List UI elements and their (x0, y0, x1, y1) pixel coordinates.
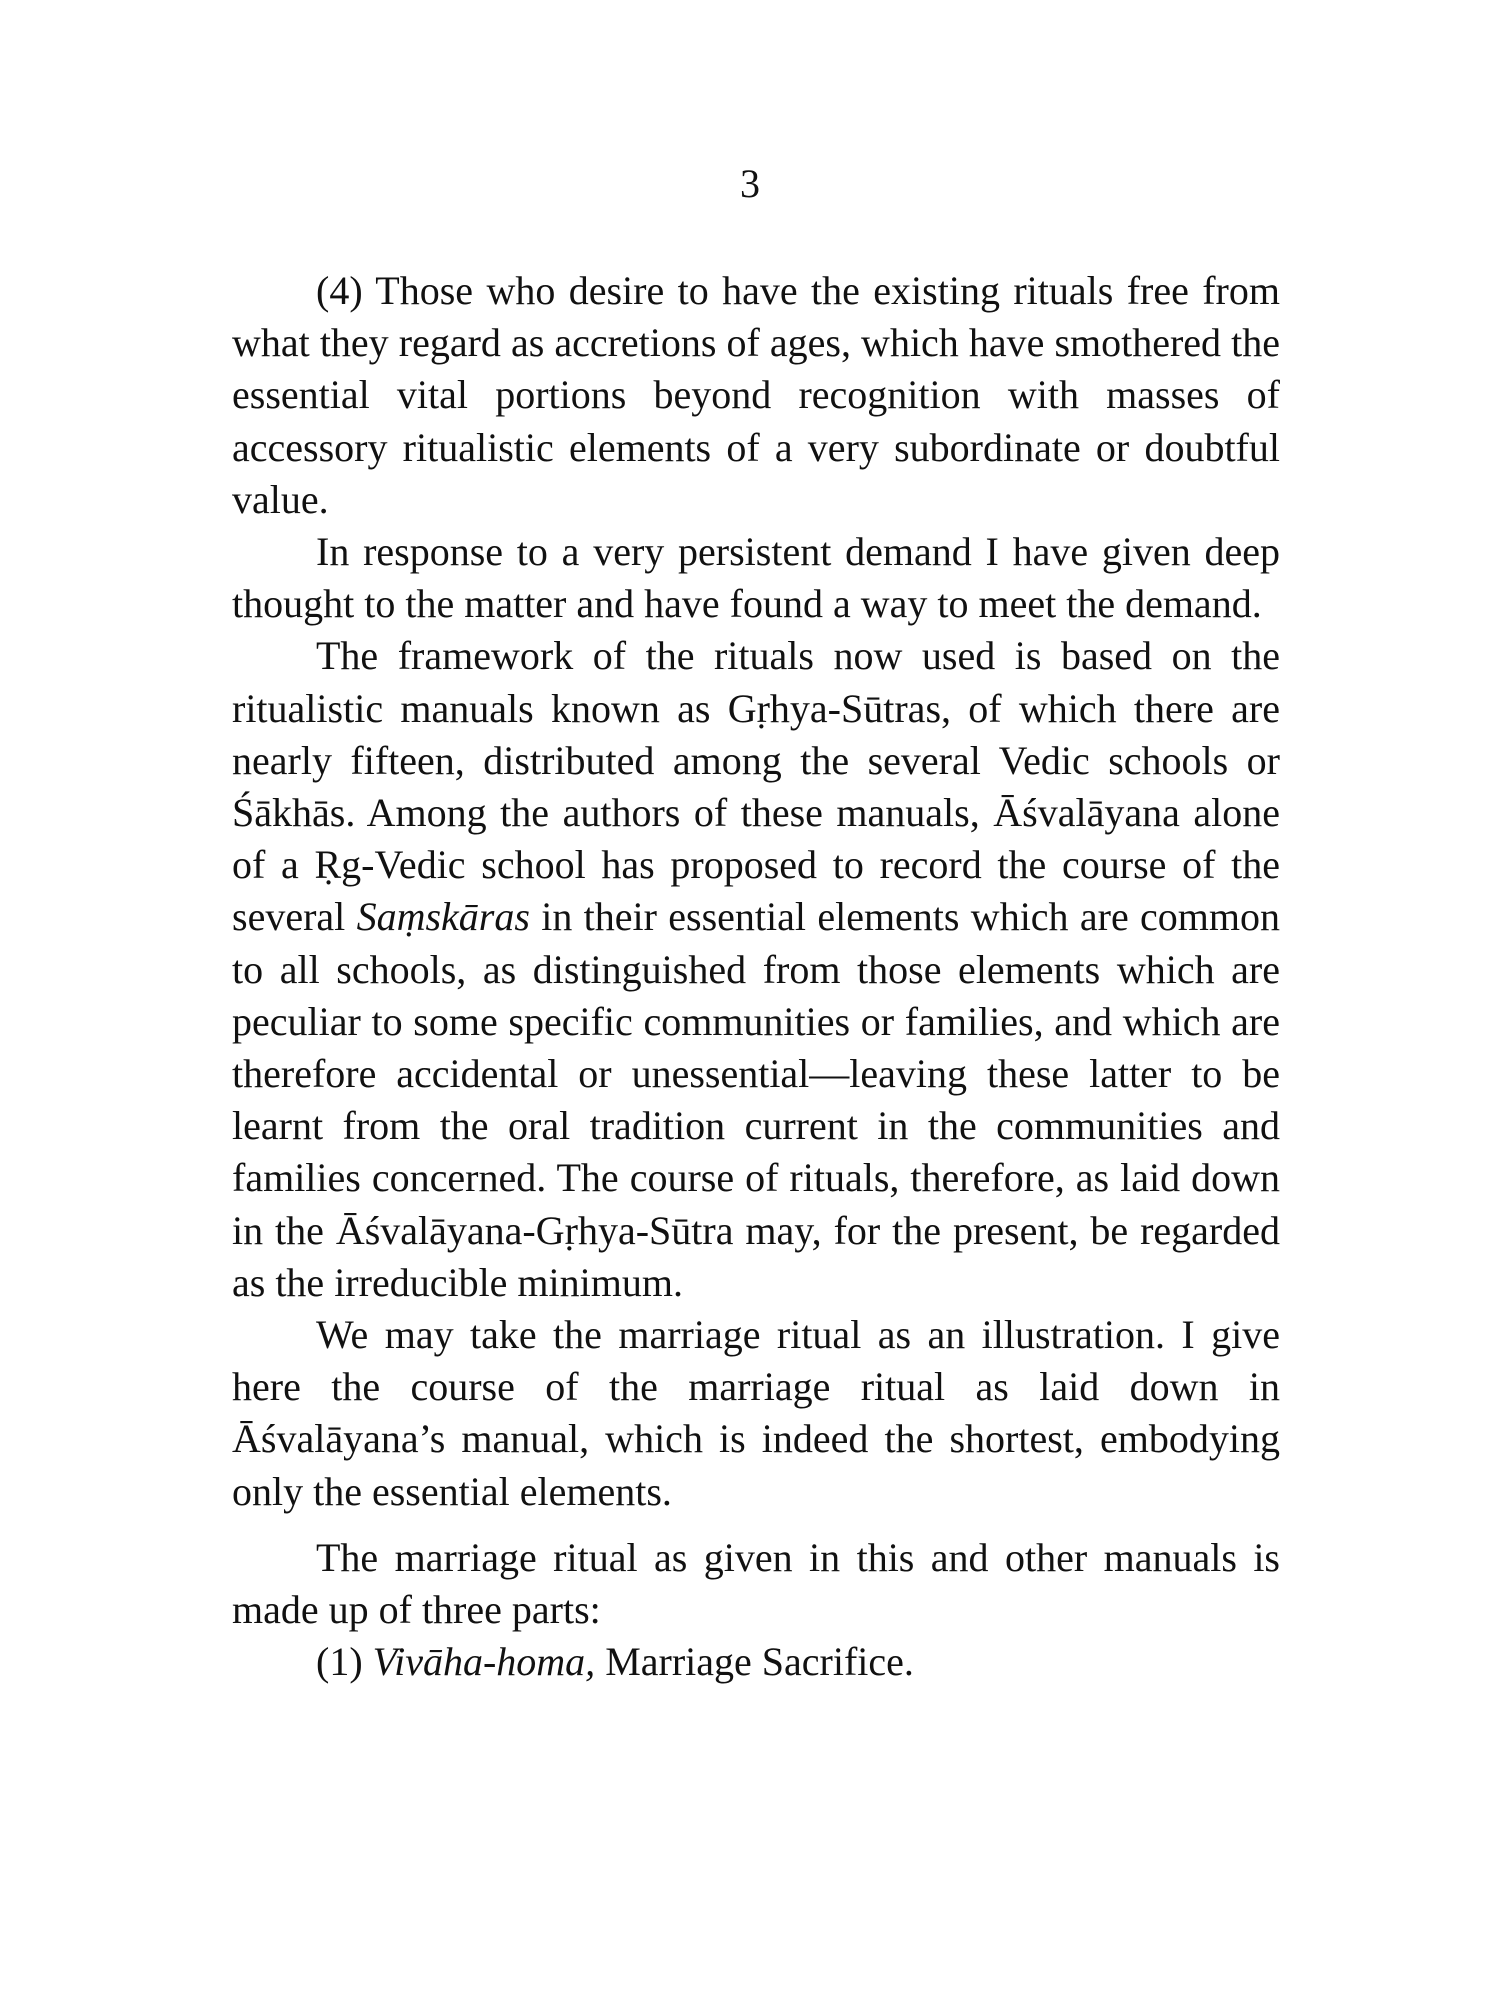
paragraph-three-parts: The marriage ritual as given in this and other manuals is made up of three parts: (232, 1534, 1280, 1633)
paragraph-accretions: (4) Those who desire to have the existing rituals free from what they regard as accretions of ages, which have smothered the essential vital portions beyond recognition with masses of accessory ritualistic elements of a very subordinate or doubtful value. (232, 268, 1280, 522)
paragraph-marriage-illustration: We may take the marriage ritual as an illustration. I give here the course of the marriage ritual as laid down in Āśvalāyana’s manual, which is indeed the shortest, embodying only the essential elements. (232, 1312, 1280, 1514)
list-item-number: (1) (316, 1639, 363, 1685)
grhya-text-after: in their essential elements which are common to all schools, as distinguished from those elements which are peculiar to some specific communities or families, and which are therefore accidental or unessential—leaving these latter to be learnt from the oral tradition current in the communities and families concerned. The course of rituals, therefore, as laid down in the Āśvalāyana-Gṛhya-Sūtra may, for the present, be regarded as the irreducible minimum. (232, 894, 1280, 1305)
body-text (232, 265, 1280, 1688)
paragraph-grhya-sutras (232, 630, 1280, 1309)
list-item-text: Marriage Sacrifice. (605, 1639, 914, 1685)
paragraph-demand: In response to a very persistent demand I have given deep thought to the matter and have found a way to meet the demand. (232, 529, 1280, 627)
page-number: 3 (740, 161, 760, 206)
list-item-vivaha-homa (232, 1636, 1280, 1688)
vivaha-homa-term: Vivāha-homa, (372, 1639, 596, 1685)
grhya-text-before: The framework of the rituals now used is based on the ritualistic manuals known as Gṛhya-Sūtras, of which there are nearly fifteen, distributed among the several Vedic schools or Śākhās. Among the authors of these manuals, Āśvalāyana alone of a Ṛg-Vedic school has proposed to record the course of the several (232, 633, 1280, 940)
samskaras-term: Saṃskāras (356, 894, 530, 940)
